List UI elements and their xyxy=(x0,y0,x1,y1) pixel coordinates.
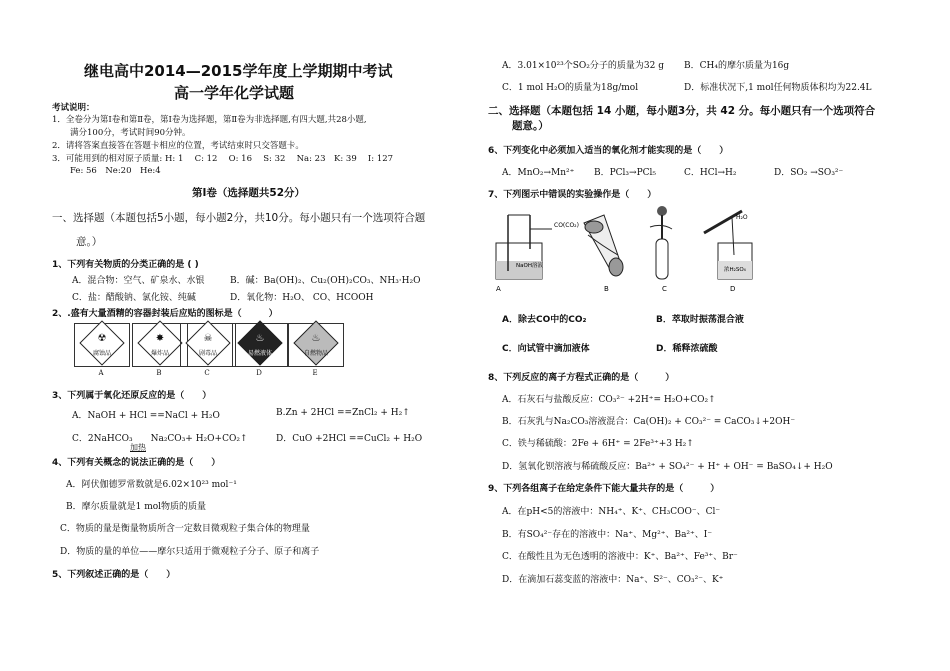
q1-option-d: D．氧化物：H₂O、 CO、HCOOH xyxy=(230,293,374,303)
q8-option-a: A．石灰石与盐酸反应：CO₃²⁻ +2H⁺= H₂O+CO₂↑ xyxy=(502,395,716,405)
figure-letter-a: A xyxy=(496,285,501,293)
q9-option-d: D．在滴加石蕊变蓝的溶液中：Na⁺、S²⁻、CO₃²⁻、K⁺ xyxy=(502,575,724,585)
figure-letter-d: D xyxy=(730,285,736,293)
q8-option-d: D．氢氧化钡溶液与稀硫酸反应：Ba²⁺ + SO₄²⁻ + H⁺ + OH⁻ = BaSO₄↓+ H₂O xyxy=(502,462,833,472)
lab-operations-figure xyxy=(492,205,762,295)
instruction-line: 3．可能用到的相对原子质量: H: 1 C: 12 O: 16 S: 32 Na: 23 K: 39 I: 127 xyxy=(52,154,394,164)
q5-option-d: D．标准状况下,1 mol任何物质体积均为22.4L xyxy=(684,83,872,93)
q7-option-d: D．稀释浓硫酸 xyxy=(656,344,718,354)
question-8: 8、下列反应的离子方程式正确的是（ ） xyxy=(488,373,675,383)
hazard-label-a: ☢ 腐蚀品 A xyxy=(74,323,130,377)
q6-option-a: A．MnO₂→Mn²⁺ xyxy=(502,168,575,178)
section-two-heading-cont: 题意。） xyxy=(512,120,549,132)
q3-option-d: D．CuO +2HCl ==CuCl₂ + H₂O xyxy=(276,434,423,444)
instruction-line: 满分100分，考试时间90分钟。 xyxy=(70,128,191,138)
q4-option-c: C．物质的量是衡量物质所含一定数目微观粒子集合体的物理量 xyxy=(60,524,310,534)
separatory-funnel-icon xyxy=(584,215,623,276)
hazard-label-e: ♨ 自燃物品 E xyxy=(288,323,344,377)
q5-option-b: B．CH₄的摩尔质量为16g xyxy=(684,61,790,71)
section-two-heading: 二、选择题（本题包括 14 小题，每小题3分，共 42 分。每小题只有一个选项符合 xyxy=(488,105,876,117)
q3-option-b: B.Zn + 2HCl ==ZnCl₂ + H₂↑ xyxy=(276,408,410,418)
q9-option-b: B．有SO₄²⁻存在的溶液中：Na⁺、Mg²⁺、Ba²⁺、I⁻ xyxy=(502,530,713,540)
instruction-line: Fe: 56 Ne:20 He:4 xyxy=(70,166,161,176)
co-label: CO(CO₂) xyxy=(554,222,579,229)
exam-subtitle: 高一学年化学试题 xyxy=(174,84,295,102)
question-7: 7、下列图示中错误的实验操作是（ ） xyxy=(488,190,657,200)
figure-letter-b: B xyxy=(604,285,609,293)
q5-option-a: A．3.01×10²³个SO₂分子的质量为32 g xyxy=(502,61,664,71)
q4-option-d: D．物质的量的单位——摩尔只适用于微观粒子分子、原子和离子 xyxy=(60,547,320,557)
question-3: 3、下列属于氧化还原反应的是（ ） xyxy=(52,391,212,401)
q4-option-b: B．摩尔质量就是1 mol物质的质量 xyxy=(66,502,207,512)
q3-option-a: A．NaOH + HCl ==NaCl + H₂O xyxy=(72,411,220,421)
corrosive-icon: ☢ xyxy=(97,333,107,344)
flame-icon: ♨ xyxy=(311,333,321,344)
q7-option-b: B．萃取时振荡混合液 xyxy=(656,315,744,325)
hazard-label-b: ✸ 爆炸品 B xyxy=(132,323,188,377)
q4-option-a: A．阿伏伽德罗常数就是6.02×10²³ mol⁻¹ xyxy=(66,480,237,490)
question-2: 2、.盛有大量酒精的容器封装后应贴的图标是（ ） xyxy=(52,309,278,319)
q1-option-a: A．混合物：空气、矿泉水、水银 xyxy=(72,276,205,286)
q3-reaction-condition: 加热 xyxy=(130,443,146,452)
q1-option-b: B．碱：Ba(OH)₂、Cu₂(OH)₂CO₃、NH₃·H₂O xyxy=(230,276,421,286)
hazard-label-c: ☠ 剧毒品 C xyxy=(180,323,236,377)
naoh-label: NaOH溶液 xyxy=(516,263,543,269)
q7-option-a: A．除去CO中的CO₂ xyxy=(502,315,587,325)
q7-option-c: C．向试管中滴加液体 xyxy=(502,344,590,354)
skull-icon: ☠ xyxy=(203,333,213,344)
instructions-heading: 考试说明： xyxy=(52,103,95,113)
q8-option-c: C．铁与稀硫酸：2Fe + 6H⁺ = 2Fe³⁺+3 H₂↑ xyxy=(502,439,694,449)
q8-option-b: B．石灰乳与Na₂CO₃溶液混合：Ca(OH)₂ + CO₃²⁻ = CaCO₃↓+2OH⁻ xyxy=(502,417,796,427)
question-9: 9、下列各组离子在给定条件下能大量共存的是（ ） xyxy=(488,484,720,494)
part-one-heading: 第Ⅰ卷（选择题共52分） xyxy=(192,187,306,199)
q5-option-c: C．1 mol H₂O的质量为18g/mol xyxy=(502,83,639,93)
question-1: 1、下列有关物质的分类正确的是 ( ) xyxy=(52,260,199,270)
flame-icon: ♨ xyxy=(255,333,265,344)
water-label: H₂O xyxy=(736,214,748,221)
q6-option-b: B．PCl₃→PCl₅ xyxy=(594,168,657,178)
sulfuric-acid-label: 浓H₂SO₄ xyxy=(724,267,746,273)
question-5: 5、下列叙述正确的是（ ） xyxy=(52,570,176,580)
section-one-heading: 一、选择题（本题包括5小题，每小题2分，共10分。每小题只有一个选项符合题 xyxy=(52,212,426,224)
question-6: 6、下列变化中必须加入适当的氧化剂才能实现的是（ ） xyxy=(488,146,729,156)
q3-option-c: C．2NaHCO₃ Na₂CO₃+ H₂O+CO₂↑ xyxy=(72,434,248,444)
exam-title: 继电高中2014—2015学年度上学期期中考试 xyxy=(84,62,393,80)
q6-option-d: D．SO₂ →SO₃²⁻ xyxy=(774,168,844,178)
gas-washing-bottle-icon xyxy=(496,215,552,279)
dropper-test-tube-icon xyxy=(650,206,672,279)
instruction-line: 1．全卷分为第Ⅰ卷和第Ⅱ卷，第Ⅰ卷为选择题，第Ⅱ卷为非选择题,有四大题,共28小题, xyxy=(52,115,367,125)
q6-option-c: C．HCl→H₂ xyxy=(684,168,737,178)
figure-letter-c: C xyxy=(662,285,667,293)
hazard-label-d: ♨ 易燃液体 D xyxy=(232,323,288,377)
q9-option-c: C．在酸性且为无色透明的溶液中：K⁺、Ba²⁺、Fe³⁺、Br⁻ xyxy=(502,552,738,562)
instruction-line: 2．请将答案直接答在答题卡相应的位置，考试结束时只交答题卡。 xyxy=(52,141,304,151)
question-4: 4、下列有关概念的说法正确的是（ ） xyxy=(52,458,221,468)
q1-option-c: C．盐：醋酸钠、氯化铵、纯碱 xyxy=(72,293,196,303)
section-one-heading-cont: 意。） xyxy=(76,236,103,248)
explosive-icon: ✸ xyxy=(155,333,165,344)
q9-option-a: A．在pH<5的溶液中：NH₄⁺、K⁺、CH₃COO⁻、Cl⁻ xyxy=(502,507,721,517)
